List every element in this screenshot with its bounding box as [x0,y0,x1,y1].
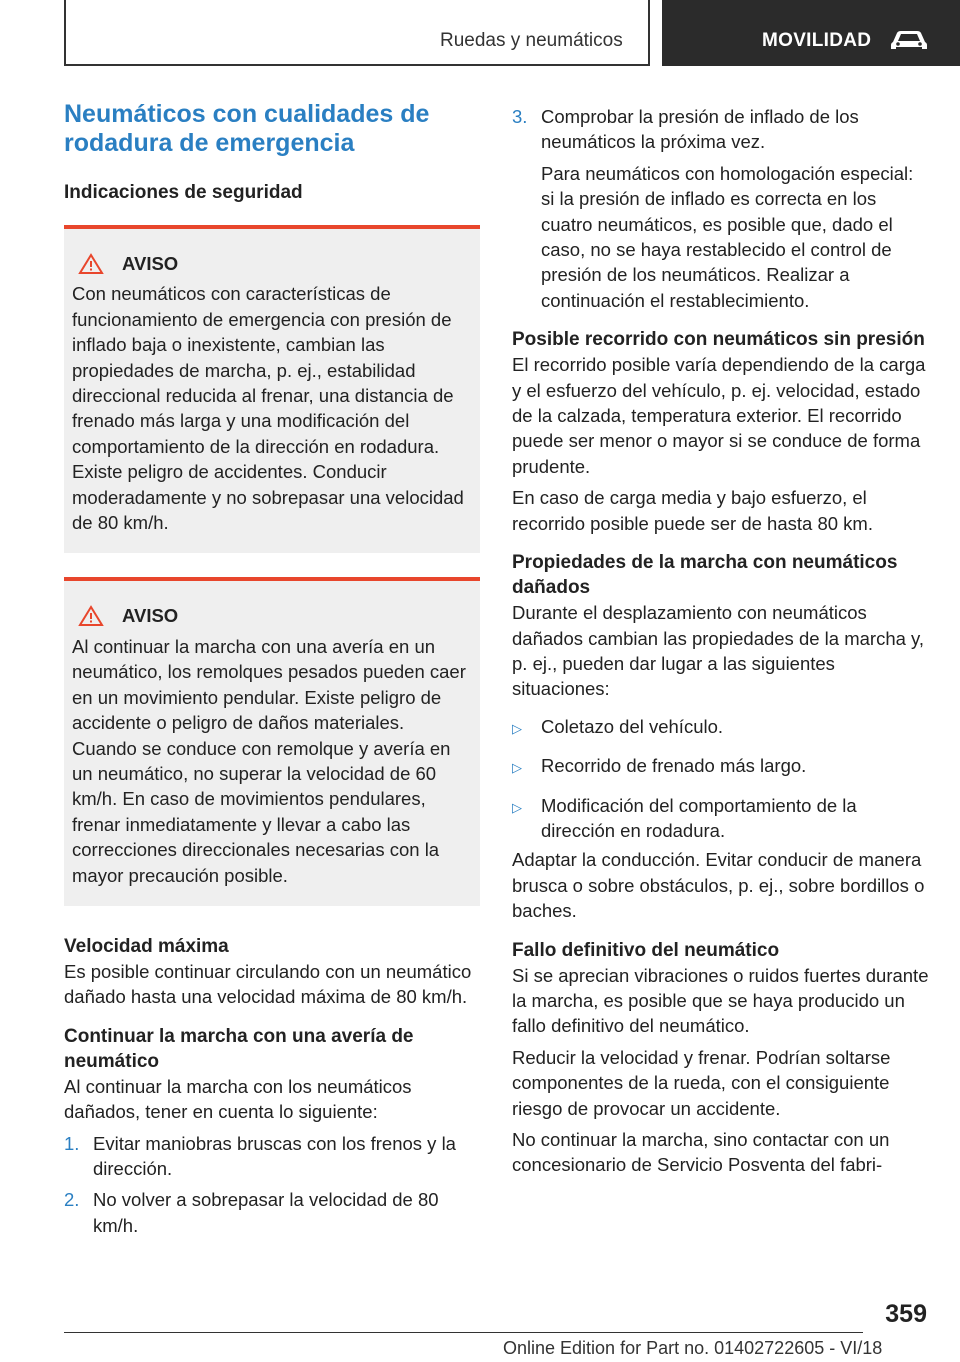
speed-text: Es posible continuar circulando con un neumático dañado hasta una velocidad máxima de 80 km/h. [64,960,472,1008]
steps-list [64,1131,480,1239]
bullet-triangle-icon: ▷ [512,720,522,736]
header-rule-bottom [64,64,650,66]
warning-triangle-icon [78,605,104,627]
list-item [64,1131,480,1182]
header-section-title: Ruedas y neumáticos [440,30,623,51]
props-text: Durante el desplazamiento con neumáticos dañados cambian las propiedades de la marcha y, p. ej., pueden dar lugar a las siguientes situaciones: [512,602,925,700]
header-chapter-label: MOVILIDAD [762,30,872,51]
fail-text: Reducir la velocidad y frenar. Podrían soltarse componentes de la rueda, con el consiguiente riesgo de provocar un accidente. [512,1046,891,1119]
list-item [512,793,930,844]
warning-text: Al continuar la marcha con una avería en un neumático, los remolques pesados pueden caer en un movimiento pendular. Existe peligro de accidente o peligro de daños materiales. Cuando se conduce con remolque y avería en un neumático, no superar la velocidad de 60 km/h. En caso de movimientos pendulares, frenar inmediatamente y llevar a cabo las correcciones direccionales necesarias con la mayor precaución posible. [72,635,466,886]
step-number: 1. [64,1132,80,1154]
list-item [512,753,930,780]
fail-text: No continuar la marcha, sino contactar con un concesionario de Servicio Posventa del fabri- [512,1129,890,1176]
step-number: 2. [64,1189,80,1211]
range-heading: Posible recorrido con neumáticos sin presión [512,329,925,351]
situations-list [512,714,930,844]
safety-heading: Indicaciones de seguridad [64,182,303,203]
speed-heading: Velocidad máxima [64,935,229,957]
warning-box [64,225,480,553]
step-number: 3. [512,106,528,127]
props-after: Adaptar la conducción. Evitar conducir de manera brusca o sobre obstáculos, p. ej., sobre bordillos o baches. [512,849,925,922]
header-chapter-tab[interactable] [662,0,960,66]
warning-label: AVISO [122,253,179,274]
step-text: Evitar maniobras bruscas con los frenos y la dirección. [93,1132,456,1179]
fail-heading: Fallo definitivo del neumático [512,939,780,961]
warning-triangle-icon [78,253,104,275]
list-item [512,104,930,155]
page-title: Neumáticos con cualidades de rodadura de emergencia [64,100,430,157]
step-text: Comprobar la presión de inflado de los neumáticos la próxima vez. [541,106,859,153]
bullet-text: Coletazo del vehículo. [541,715,724,737]
bullet-text: Modificación del comportamiento de la dirección en rodadura. [541,794,857,841]
right-column [512,104,930,1178]
warning-text: Con neumáticos con características de funcionamiento de emergencia con presión de inflado baja o inexistente, cambian las propiedades de marcha, p. ej., estabilidad direccional reducida al frenar, una distancia de frenado más larga y una modificación del comportamiento de la dirección en rodadura. Existe peligro de accidentes. Conducir moderadamente y no sobrepasar una velocidad de 80 km/h. [72,283,464,534]
range-text: El recorrido posible varía dependiendo de la carga y el esfuerzo del vehículo, p. ej. velocidad, estado de la calzada, temperatura exterior. El recorrido puede ser menor o mayor si se conduce de forma prudente. [512,354,926,477]
header-rule-right [648,0,650,66]
car-icon [887,28,931,52]
warning-box [64,577,480,905]
continue-heading: Continuar la marcha con una avería de neumático [64,1025,414,1072]
bullet-triangle-icon: ▷ [512,799,522,815]
step-note: Para neumáticos con homologación especial: si la presión de inflado es correcta en los cuatro neumáticos, es posible que, dado el caso, no se haya restablecido el control de presión de los neumáticos. Realizar a continuación el restablecimiento. [541,162,914,311]
list-item [512,714,930,741]
bullet-triangle-icon: ▷ [512,760,522,776]
warning-label: AVISO [122,605,179,627]
header-rule-left [64,0,66,66]
list-item [64,1187,480,1238]
step-text: No volver a sobrepasar la velocidad de 80 km/h. [93,1189,439,1236]
page-number: 359 [885,1300,927,1328]
fail-text: Si se aprecian vibraciones o ruidos fuertes durante la marcha, es posible que se haya producido un fallo definitivo del neumático. [512,964,929,1037]
bullet-text: Recorrido de frenado más largo. [541,755,807,777]
footer-rule [64,1332,863,1333]
props-heading: Propiedades de la marcha con neumáticos dañados [512,552,898,599]
range-text: En caso de carga media y bajo esfuerzo, el recorrido posible puede ser de hasta 80 km. [512,487,873,534]
continue-text: Al continuar la marcha con los neumáticos dañados, tener en cuenta lo siguiente: [64,1075,412,1123]
left-column [64,100,480,1238]
edition-text: Online Edition for Part no. 01402722605 - VI/18 [503,1338,883,1358]
